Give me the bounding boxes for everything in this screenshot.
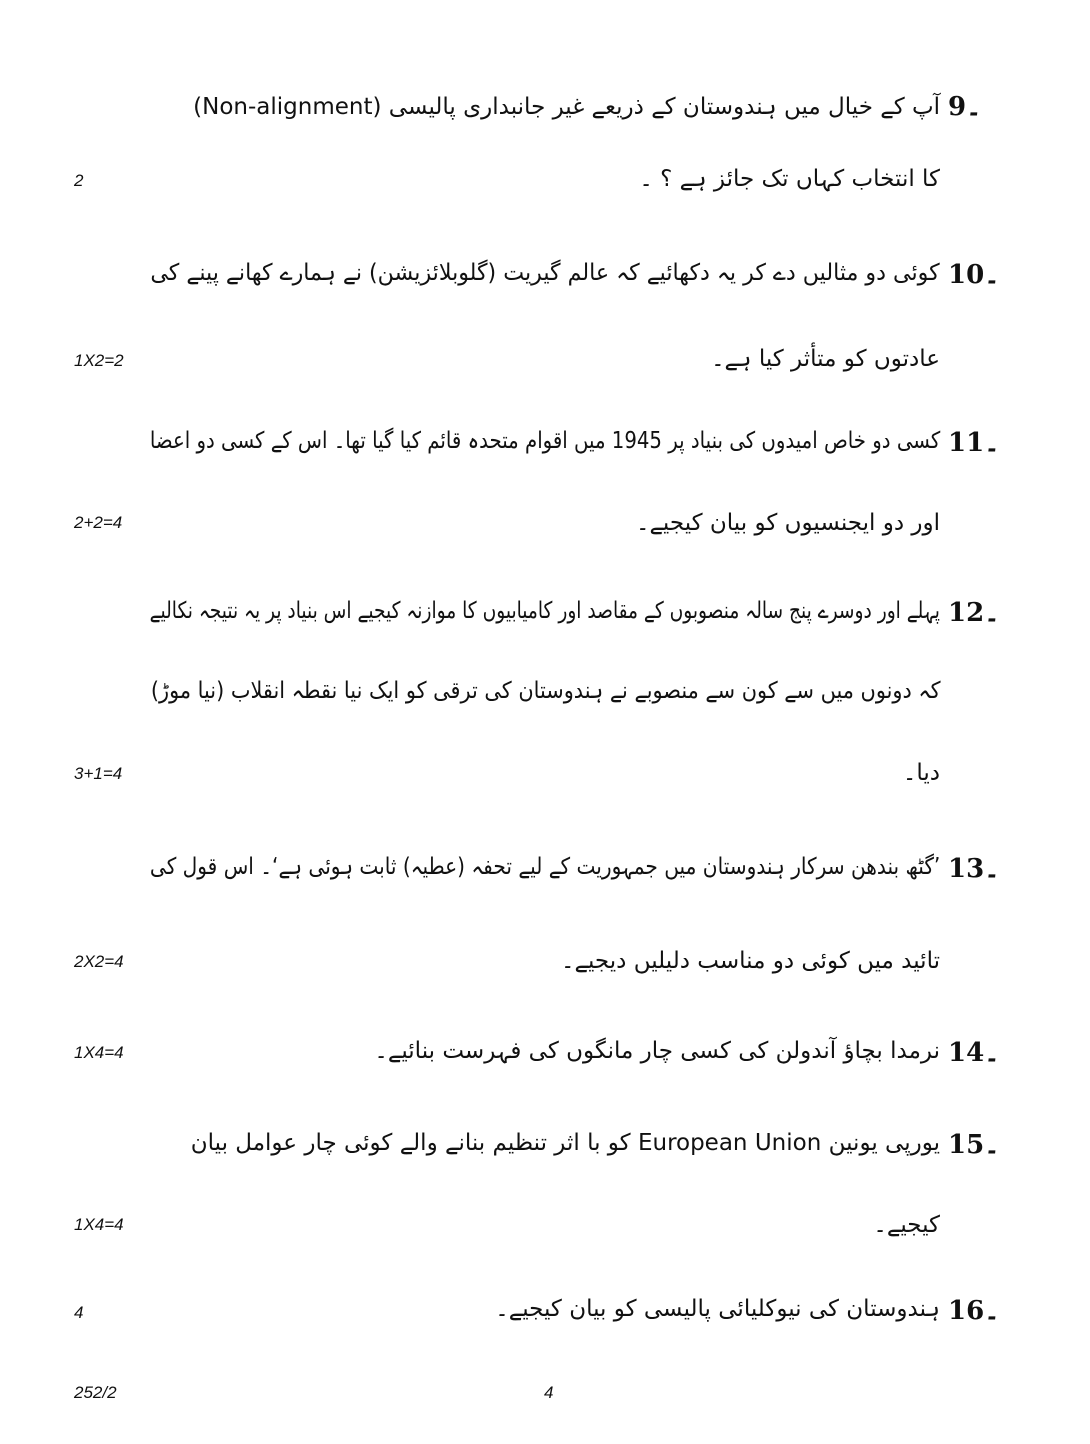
- question-12-marks: 3+1=4: [74, 764, 123, 783]
- question-11-line-2: اور دو ایجنسیوں کو بیان کیجیے۔: [635, 510, 940, 536]
- question-13-line-2: تائید میں کوئی دو مناسب دلیلیں دیجیے۔: [561, 948, 940, 974]
- question-15-number: 15۔: [948, 1130, 1000, 1160]
- question-14-line-1: نرمدا بچاؤ آندولن کی کسی چار مانگوں کی فہرست بنائیے۔: [374, 1038, 940, 1064]
- question-10-line-2: عادتوں کو متأثر کیا ہے۔: [711, 346, 940, 372]
- question-9-line-2: کا انتخاب کہاں تک جائز ہے ؟ ۔: [639, 166, 940, 192]
- question-11-number: 11۔: [948, 428, 1000, 458]
- question-12-line-1: پہلے اور دوسرے پنج سالہ منصوبوں کے مقاصد اور کامیابیوں کا موازنہ کیجیے اس بنیاد پر یہ نتیجہ نکالیے: [149, 598, 940, 624]
- question-16-line-1: ہندوستان کی نیوکلیائی پالیسی کو بیان کیجیے۔: [495, 1296, 940, 1322]
- question-12-line-2: کہ دونوں میں سے کون سے منصوبے نے ہندوستان کی ترقی کو ایک نیا نقطہ انقلاب (نیا موڑ): [150, 678, 940, 704]
- question-11-line-1: کسی دو خاص امیدوں کی بنیاد پر 1945 میں اقوام متحدہ قائم کیا گیا تھا۔ اس کے کسی دو اعضا: [149, 428, 940, 454]
- question-13-marks: 2X2=4: [74, 952, 124, 971]
- question-10-line-1: کوئی دو مثالیں دے کر یہ دکھائیے کہ عالم گیریت (گلوبلائزیشن) نے ہمارے کھانے پینے کی: [150, 260, 940, 286]
- question-12-line-3: دیا۔: [902, 760, 940, 786]
- question-14-marks: 1X4=4: [74, 1043, 124, 1062]
- question-16-marks: 4: [74, 1303, 84, 1322]
- question-9-marks: 2: [74, 171, 84, 190]
- question-10-marks: 1X2=2: [74, 351, 124, 370]
- question-15-marks: 1X4=4: [74, 1215, 124, 1234]
- question-16-number: 16۔: [948, 1296, 1000, 1326]
- question-13-line-1: ’گٹھ بندھن سرکار ہندوستان میں جمہوریت کے لیے تحفہ (عطیہ) ثابت ہوئی ہے‘۔ اس قول کی: [149, 854, 940, 880]
- question-12-number: 12۔: [948, 598, 1000, 628]
- paper-code: 252/2: [74, 1383, 117, 1402]
- question-15-line-2: کیجیے۔: [873, 1212, 940, 1238]
- question-15-line-1: یورپی یونین European Union کو با اثر تنظیم بنانے والے کوئی چار عوامل بیان: [190, 1130, 940, 1156]
- question-14-number: 14۔: [948, 1038, 1000, 1068]
- question-11-marks: 2+2=4: [74, 513, 123, 532]
- question-10-number: 10۔: [948, 260, 1000, 290]
- question-9-line-1: آپ کے خیال میں ہندوستان کے ذریعے غیر جانبداری پالیسی (Non-alignment): [193, 94, 940, 120]
- question-9-number: 9۔: [948, 92, 982, 122]
- page-number: 4: [544, 1383, 554, 1402]
- question-13-number: 13۔: [948, 854, 1000, 884]
